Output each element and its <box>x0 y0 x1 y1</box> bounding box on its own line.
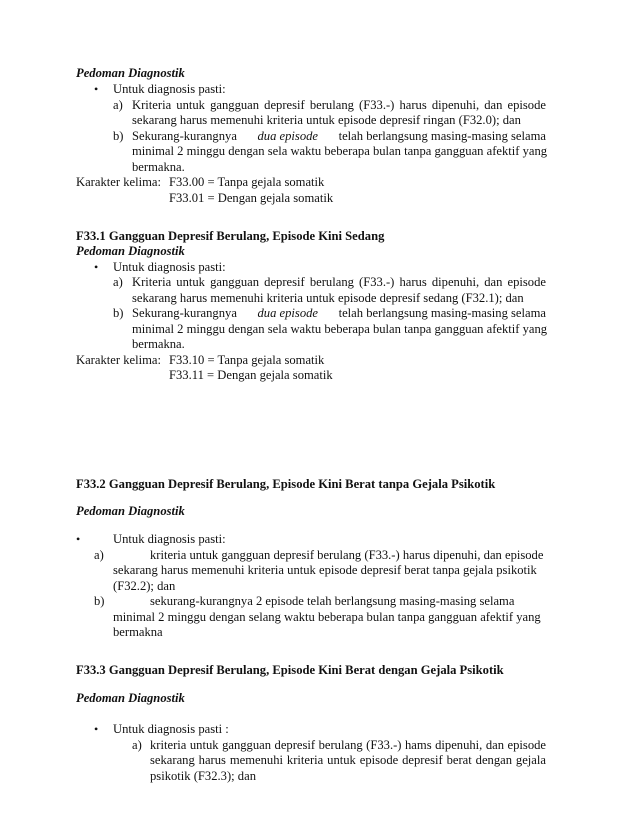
s3-a-line2: sekarang harus memenuhi kriteria untuk episode depresif berat tanpa gejala psikotik <box>113 563 537 577</box>
s1-b-line3: bermakna. <box>132 160 185 174</box>
s1-pedoman-heading: Pedoman Diagnostik <box>76 66 185 80</box>
s4-bullet: • <box>94 722 99 736</box>
s1-code-2: F33.01 = Dengan gejala somatik <box>169 191 334 205</box>
s2-a-line2: sekarang harus memenuhi kriteria untuk episode depresif sedang (F32.1); dan <box>132 291 524 305</box>
s2-untuk-diagnosis: Untuk diagnosis pasti: <box>113 260 226 274</box>
s2-code-2: F33.11 = Dengan gejala somatik <box>169 368 333 382</box>
s4-a-line1: kriteria untuk gangguan depresif berulang (F33.-) hams dipenuhi, dan episode <box>150 738 546 752</box>
s1-b-label: b) <box>113 129 124 143</box>
s1-b-line1-em: dua episode <box>257 129 319 143</box>
s4-untuk-diagnosis: Untuk diagnosis pasti : <box>113 722 229 736</box>
s2-bullet: • <box>94 260 99 274</box>
s4-a-line2: sekarang harus memenuhi kriteria untuk episode depresif berat dengan gejala <box>150 753 546 767</box>
s2-b-line1 <box>132 306 546 322</box>
s3-a-label: a) <box>94 548 104 562</box>
s1-karakter-label: Karakter kelima: <box>76 175 161 189</box>
s3-b-line3: bermakna <box>113 625 163 639</box>
s3-untuk-diagnosis: Untuk diagnosis pasti: <box>113 532 226 546</box>
s3-b-label: b) <box>94 594 105 608</box>
s1-a-line2: sekarang harus memenuhi kriteria untuk episode depresif ringan (F32.0); dan <box>132 113 521 127</box>
s1-code-1: F33.00 = Tanpa gejala somatik <box>169 175 325 189</box>
s1-b-line1 <box>132 129 546 145</box>
s2-pedoman-heading: Pedoman Diagnostik <box>76 244 185 258</box>
s2-b-line1-post: telah berlangsung masing-masing selama <box>338 306 546 320</box>
s2-b-line1-pre: Sekurang-kurangnya <box>132 306 237 320</box>
s4-a-line3: psikotik (F32.3); dan <box>150 769 256 783</box>
s2-code-1: F33.10 = Tanpa gejala somatik <box>169 353 325 367</box>
s2-b-line2: minimal 2 minggu dengan sela waktu beberapa bulan tanpa gangguan afektif yang <box>132 322 548 336</box>
s1-b-line1-post: telah berlangsung masing-masing selama <box>338 129 546 143</box>
s2-b-line3: bermakna. <box>132 337 185 351</box>
s3-bullet: • <box>76 532 81 546</box>
s3-a-line3: (F32.2); dan <box>113 579 176 593</box>
s4-a-label: a) <box>132 738 142 752</box>
s2-a-line1: Kriteria untuk gangguan depresif berulang (F33.-) harus dipenuhi, dan episode <box>132 275 546 289</box>
s3-heading: F33.2 Gangguan Depresif Berulang, Episode Kini Berat tanpa Gejala Psikotik <box>76 477 496 491</box>
s1-a-line1: Kriteria untuk gangguan depresif berulang (F33.-) harus dipenuhi, dan episode <box>132 98 546 112</box>
s1-bullet: • <box>94 82 99 96</box>
s2-heading: F33.1 Gangguan Depresif Berulang, Episode Kini Sedang <box>76 229 385 243</box>
s1-b-line2: minimal 2 minggu dengan sela waktu beberapa bulan tanpa gangguan afektif yang <box>132 144 548 158</box>
s3-b-line2: minimal 2 minggu dengan selang waktu beberapa bulan tanpa gangguan afektif yang <box>113 610 541 624</box>
s2-b-label: b) <box>113 306 124 320</box>
s2-a-label: a) <box>113 275 123 289</box>
s2-karakter-label: Karakter kelima: <box>76 353 161 367</box>
s3-b-line1: sekurang-kurangnya 2 episode telah berlangsung masing-masing selama <box>150 594 515 608</box>
s1-b-line1-pre: Sekurang-kurangnya <box>132 129 237 143</box>
s1-a-label: a) <box>113 98 123 112</box>
s4-pedoman-heading: Pedoman Diagnostik <box>76 691 185 705</box>
s3-a-line1: kriteria untuk gangguan depresif berulang (F33.-) harus dipenuhi, dan episode <box>150 548 544 562</box>
s1-untuk-diagnosis: Untuk diagnosis pasti: <box>113 82 226 96</box>
s2-b-line1-em: dua episode <box>257 306 319 320</box>
s4-heading: F33.3 Gangguan Depresif Berulang, Episode Kini Berat dengan Gejala Psikotik <box>76 663 504 677</box>
s3-pedoman-heading: Pedoman Diagnostik <box>76 504 185 518</box>
